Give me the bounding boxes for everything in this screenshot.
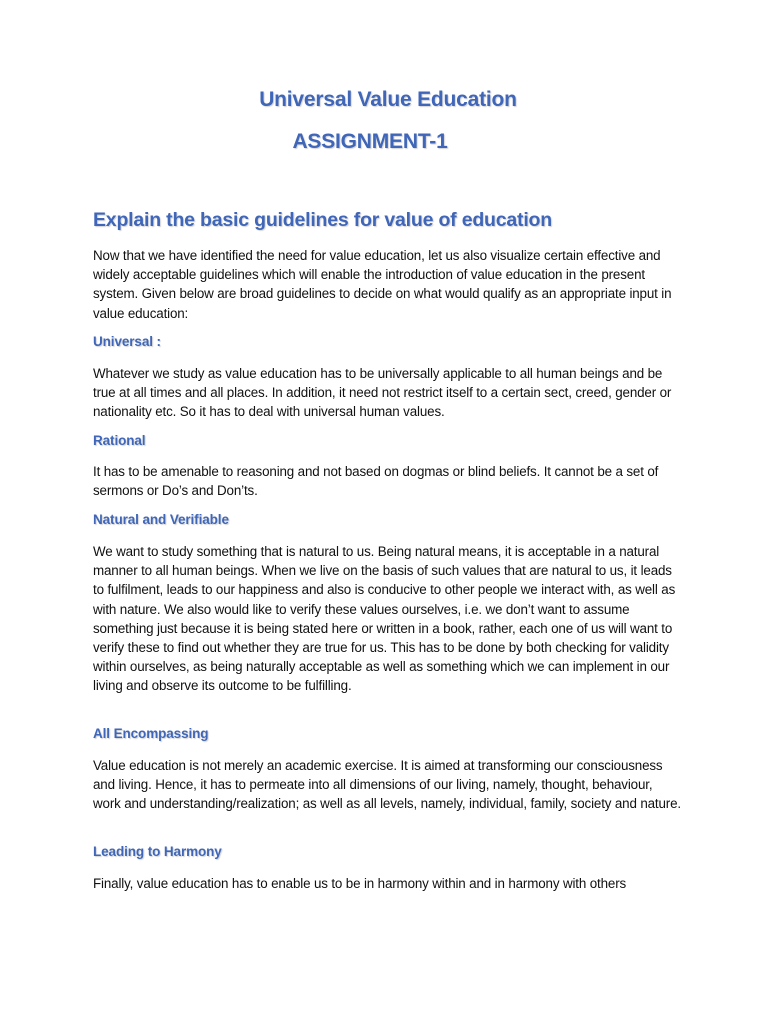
document-title: Universal Value Education [259,88,517,111]
section-body-rational: It has to be amenable to reasoning and not based on dogmas or blind beliefs. It cannot be a set of sermons or Do’s and Don’ts. [93,464,659,499]
assignment-label: ASSIGNMENT-1 [292,130,448,153]
section-body-universal: Whatever we study as value education has to be universally applicable to all human beings and be true at all times and all places. In addition, it need not restrict itself to a certain sect, creed, gender or nationality etc. So it has to deal with universal human values. [93,366,672,420]
section-body-natural-verifiable: We want to study something that is natural to us. Being natural means, it is acceptable in a natural manner to all human beings. When we live on the basis of such values that are natural to us, it leads to fulfilment, leads to our happiness and also is conducive to other people we interact with, as well as with nature. We also would like to verify these values ourselves, i.e. we don’t want to assume something just because it is being stated here or written in a book, rather, each one of us will want to verify these to find out whether they are true for us. This has to be done by both checking for validity within ourselves, as being naturally acceptable as well as something which we can implement in our living and observe its outcome to be fulfilling. [93,544,676,694]
question-heading: Explain the basic guidelines for value of education [93,209,552,231]
section-title-leading-to-harmony: Leading to Harmony [93,844,222,859]
section-title-rational: Rational [93,433,146,448]
section-title-universal: Universal : [93,334,161,349]
section-title-natural-verifiable: Natural and Verifiable [93,512,229,527]
section-title-all-encompassing: All Encompassing [93,726,209,741]
section-body-all-encompassing: Value education is not merely an academic exercise. It is aimed at transforming our consciousness and living. Hence, it has to permeate into all dimensions of our living, namely, thought, behaviour, work and understanding/realization; as well as all levels, namely, individual, family, society and nature. [93,758,681,812]
section-body-leading-to-harmony: Finally, value education has to enable us to be in harmony within and in harmony with others [93,876,627,891]
intro-paragraph: Now that we have identified the need for value education, let us also visualize certain effective and widely acceptable guidelines which will enable the introduction of value education in the present system. Given below are broad guidelines to decide on what would qualify as an appropriate input in value education: [93,248,672,321]
